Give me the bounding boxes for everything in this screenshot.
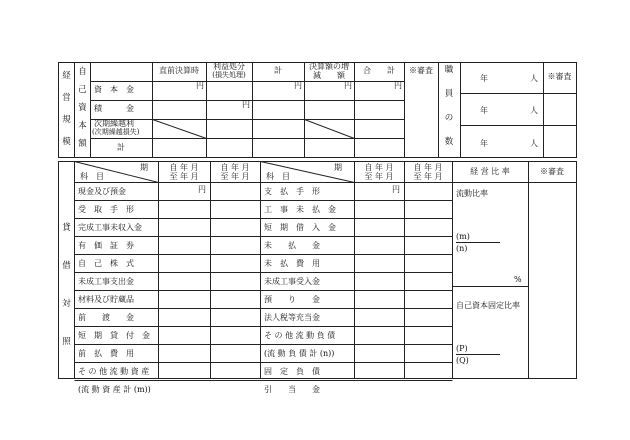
employees-char: 員 — [444, 89, 454, 99]
yen-unit: 円 — [344, 81, 352, 90]
employees-char: の — [444, 113, 454, 123]
ratio1-num: (m) — [456, 232, 470, 241]
subject-label: 科 目 — [80, 172, 104, 181]
emp-count: 人 — [530, 74, 538, 83]
title-char: 規 — [62, 115, 71, 125]
asset-item-label: 未成工事支出金 — [78, 276, 134, 286]
employees-char: 職 — [444, 65, 454, 75]
header-change-l2: 減 額 — [313, 71, 345, 80]
ratio2-den: (Q) — [456, 356, 469, 365]
emp-review: ※審査 — [547, 72, 572, 81]
row-label-total: 計 — [117, 143, 125, 152]
ratio1-den: (n) — [456, 244, 468, 253]
liability-item-label: (流 動 負 債 計 (n)) — [264, 348, 335, 358]
emp-year: 年 — [480, 74, 488, 83]
liability-item-label: 未 払 金 — [264, 240, 320, 250]
header-total: 計 — [274, 66, 282, 75]
asset-item-label: 前 渡 金 — [78, 312, 134, 322]
jiko-char: 資 — [78, 103, 87, 113]
header-review: ※審査 — [409, 66, 433, 75]
liability-item-label: 工 事 未 払 金 — [264, 204, 336, 214]
yen-unit: 円 — [294, 81, 302, 90]
to-label: 至 年 月 — [220, 172, 250, 181]
liability-item-label: 預 り 金 — [264, 294, 320, 304]
jiko-char: 己 — [78, 85, 87, 95]
header-sum: 合 計 — [363, 66, 395, 75]
asset-item-label: 材料及び貯蔵品 — [78, 294, 134, 304]
liability-item-label: 法人税等充当金 — [264, 312, 320, 322]
from-label: 自 年 月 — [413, 163, 443, 172]
ratio1-title: 流動比率 — [456, 189, 488, 198]
period-label: 期 — [140, 163, 148, 172]
asset-item-label: 前 払 費 用 — [78, 348, 134, 358]
title-char: 貸 — [62, 223, 71, 233]
asset-item-label: 現金及び預金 — [78, 186, 126, 196]
yen-unit: 円 — [394, 81, 402, 90]
row-label-carryover-l1: 次期繰越利 — [94, 119, 134, 128]
asset-item-label: 完成工事未収入金 — [78, 222, 142, 232]
emp-year: 年 — [480, 139, 488, 148]
from-label: 自 年 月 — [364, 163, 394, 172]
liability-item-label: 短 期 借 入 金 — [264, 222, 336, 232]
liability-item-label: 支 払 手 形 — [264, 186, 320, 196]
jiko-char: 自 — [78, 67, 87, 77]
liability-item-label: 固 定 負 債 — [264, 366, 320, 376]
liability-item-label: そ の 他 流 動 負 債 — [264, 330, 336, 340]
asset-item-label: 短 期 貸 付 金 — [78, 330, 150, 340]
bottom-review: ※審査 — [540, 167, 564, 176]
ratio1-fraction-line — [456, 242, 500, 243]
ratio2-num: (P) — [456, 344, 468, 353]
yen-unit: 円 — [196, 81, 204, 90]
period-label: 期 — [334, 163, 342, 172]
analysis-header: 経 営 比 率 — [470, 167, 510, 176]
asset-item-label: 有 価 証 券 — [78, 240, 134, 250]
asset-item-label: (流 動 資 産 計 (m)) — [78, 384, 151, 394]
title-char: 模 — [62, 137, 71, 147]
row-label-capital: 資 本 金 — [94, 85, 134, 94]
title-char: 借 — [62, 261, 71, 271]
ratio1-unit: % — [514, 275, 522, 284]
subject-label: 科 目 — [266, 172, 290, 181]
asset-item-label: そ の 他 流 動 資 産 — [78, 366, 150, 376]
liability-item-label: 未 払 費 用 — [264, 258, 320, 268]
yen-unit: 円 — [242, 100, 250, 109]
ratio2-fraction-line — [456, 354, 500, 355]
asset-item-label: 受 取 手 形 — [78, 204, 134, 214]
to-label: 至 年 月 — [169, 172, 199, 181]
jiko-char: 額 — [78, 139, 87, 149]
yen-unit: 円 — [198, 185, 206, 194]
title-char: 営 — [62, 93, 71, 103]
header-prev: 直前決算時 — [159, 66, 199, 75]
title-char: 対 — [62, 299, 71, 309]
emp-year: 年 — [480, 106, 488, 115]
jiko-char: 本 — [78, 121, 87, 131]
emp-count: 人 — [530, 139, 538, 148]
from-label: 自 年 月 — [169, 163, 199, 172]
to-label: 至 年 月 — [413, 172, 443, 181]
ratio2-title: 自己資本固定比率 — [456, 301, 520, 310]
employees-char: 数 — [444, 137, 454, 147]
bottom-left-title — [60, 224, 73, 376]
liability-item-label: 未成工事受入金 — [264, 276, 320, 286]
title-char: 経 — [62, 71, 71, 81]
to-label: 至 年 月 — [364, 172, 394, 181]
title-char: 照 — [62, 337, 71, 347]
from-label: 自 年 月 — [220, 163, 250, 172]
header-profit-l1: 利益処分 — [213, 62, 245, 71]
emp-count: 人 — [530, 106, 538, 115]
liability-item-label: 引 当 金 — [264, 384, 320, 394]
asset-item-label: 自 己 株 式 — [78, 258, 134, 268]
header-profit-l2: (損失処理) — [212, 71, 246, 79]
row-label-reserve: 積 金 — [94, 104, 134, 113]
row-label-carryover-l2: (次期繰越損失) — [92, 128, 140, 136]
yen-unit: 円 — [392, 185, 400, 194]
header-change-l1: 決算額の増 — [309, 62, 349, 71]
